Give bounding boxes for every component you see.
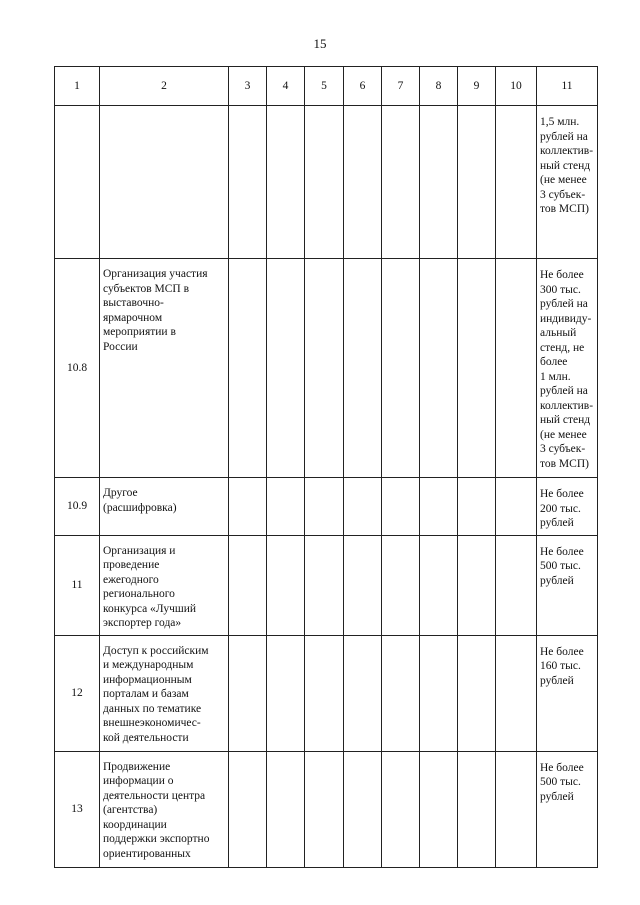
empty-cell-col-5 xyxy=(305,751,344,867)
funding-limit-line: 1 млн. xyxy=(540,370,571,383)
activity-name-line: (расшифровка) xyxy=(103,501,177,514)
row-activity-name xyxy=(100,535,229,635)
empty-cell-col-7 xyxy=(382,259,420,478)
empty-cell-col-3 xyxy=(229,535,267,635)
empty-cell-col-5 xyxy=(305,635,344,751)
column-header: 8 xyxy=(420,67,458,106)
table-row xyxy=(55,751,598,867)
funding-limit-line: рублей на xyxy=(540,130,588,143)
empty-cell-col-8 xyxy=(420,535,458,635)
empty-cell-col-3 xyxy=(229,751,267,867)
funding-limit-line: (не менее xyxy=(540,428,587,441)
funding-limit-line: Не более xyxy=(540,645,584,658)
activity-name-line: экспортер года» xyxy=(103,617,182,629)
empty-cell-col-5 xyxy=(305,106,344,259)
activity-name-line: порталам и базам xyxy=(103,688,189,700)
funding-limit-line: 160 тыс. xyxy=(540,660,581,672)
empty-cell-col-3 xyxy=(229,635,267,751)
row-funding-limit xyxy=(537,535,598,635)
funding-limit-line: рублей xyxy=(540,517,574,529)
empty-cell-col-4 xyxy=(267,106,305,259)
column-header: 1 xyxy=(55,67,100,106)
funding-limit-line: (не менее xyxy=(540,174,587,186)
row-activity-name xyxy=(100,259,229,478)
activity-name-line: ярмарочном xyxy=(103,311,163,324)
activity-name-line: России xyxy=(103,340,138,353)
funding-limit-line: 500 тыс. xyxy=(540,776,581,788)
activity-name-line: Продвижение xyxy=(103,760,171,773)
activity-name-line: Организация участия xyxy=(103,268,208,280)
activity-name-line: информационным xyxy=(103,673,192,686)
funding-limit-line: ный стенд xyxy=(540,414,591,426)
funding-limit-line: рублей xyxy=(540,674,574,687)
activity-name-line: мероприятии в xyxy=(103,326,176,338)
empty-cell-col-6 xyxy=(344,106,382,259)
funding-limit-line: Не более xyxy=(540,545,584,558)
funding-limit-line: коллектив- xyxy=(540,145,594,157)
empty-cell-col-4 xyxy=(267,535,305,635)
empty-cell-col-8 xyxy=(420,259,458,478)
table-row xyxy=(55,478,598,536)
empty-cell-col-10 xyxy=(496,478,537,536)
funding-limit-line: Не более xyxy=(540,488,584,500)
row-funding-limit xyxy=(537,478,598,536)
activity-name-line: поддержки экспортно xyxy=(103,833,210,845)
funding-limit-line: 500 тыс. xyxy=(540,560,581,572)
budget-table xyxy=(54,66,598,868)
row-activity-name xyxy=(100,106,229,259)
funding-limit-line: индивиду- xyxy=(540,312,592,325)
funding-limit-line: более xyxy=(540,356,568,368)
empty-cell-col-6 xyxy=(344,478,382,536)
empty-cell-col-8 xyxy=(420,751,458,867)
funding-limit-line: рублей на xyxy=(540,298,588,310)
empty-cell-col-10 xyxy=(496,635,537,751)
funding-limit-line: стенд, не xyxy=(540,341,585,354)
activity-name-line: выставочно- xyxy=(103,297,164,309)
row-number: 13 xyxy=(55,751,100,867)
activity-name-line: кой деятельности xyxy=(103,731,189,744)
activity-name-line: Доступ к российским xyxy=(103,644,209,657)
funding-limit-line: Не более xyxy=(540,761,584,774)
empty-cell-col-5 xyxy=(305,478,344,536)
table-row xyxy=(55,635,598,751)
empty-cell-col-7 xyxy=(382,635,420,751)
funding-limit-line: рублей xyxy=(540,790,574,803)
activity-name-line: Организация и xyxy=(103,544,176,557)
funding-limit-line: тов МСП) xyxy=(540,203,589,215)
activity-name-line: координации xyxy=(103,818,167,831)
table-row xyxy=(55,106,598,259)
empty-cell-col-9 xyxy=(458,535,496,635)
empty-cell-col-5 xyxy=(305,535,344,635)
empty-cell-col-9 xyxy=(458,106,496,259)
column-header: 6 xyxy=(344,67,382,106)
activity-name-line: Другое xyxy=(103,487,138,499)
column-header: 7 xyxy=(382,67,420,106)
empty-cell-col-4 xyxy=(267,478,305,536)
empty-cell-col-6 xyxy=(344,751,382,867)
empty-cell-col-6 xyxy=(344,635,382,751)
column-header: 4 xyxy=(267,67,305,106)
activity-name-line: ориентированных xyxy=(103,847,191,860)
column-header: 3 xyxy=(229,67,267,106)
empty-cell-col-9 xyxy=(458,635,496,751)
activity-name-line: ежегодного xyxy=(103,573,159,586)
funding-limit-line: 3 субъек- xyxy=(540,188,586,201)
column-header: 11 xyxy=(537,67,598,106)
empty-cell-col-4 xyxy=(267,635,305,751)
funding-limit-line: 3 субъек- xyxy=(540,443,586,455)
column-header: 9 xyxy=(458,67,496,106)
row-activity-name xyxy=(100,751,229,867)
empty-cell-col-6 xyxy=(344,535,382,635)
empty-cell-col-10 xyxy=(496,106,537,259)
row-number: 11 xyxy=(55,535,100,635)
activity-name-line: внешнеэкономичес- xyxy=(103,717,201,729)
empty-cell-col-9 xyxy=(458,478,496,536)
empty-cell-col-3 xyxy=(229,106,267,259)
activity-name-line: регионального xyxy=(103,588,175,600)
empty-cell-col-9 xyxy=(458,259,496,478)
row-funding-limit xyxy=(537,259,598,478)
funding-limit-line: 200 тыс. xyxy=(540,502,581,515)
empty-cell-col-9 xyxy=(458,751,496,867)
column-header: 5 xyxy=(305,67,344,106)
page-number: 15 xyxy=(313,36,327,51)
funding-limit-line: тов МСП) xyxy=(540,457,589,470)
funding-limit-line: Не более xyxy=(540,269,584,281)
row-activity-name xyxy=(100,635,229,751)
empty-cell-col-7 xyxy=(382,535,420,635)
empty-cell-col-7 xyxy=(382,751,420,867)
row-activity-name xyxy=(100,478,229,536)
activity-name-line: (агентства) xyxy=(103,804,158,816)
row-funding-limit xyxy=(537,635,598,751)
empty-cell-col-7 xyxy=(382,106,420,259)
row-funding-limit xyxy=(537,106,598,259)
activity-name-line: субъектов МСП в xyxy=(103,282,190,295)
funding-limit-line: 300 тыс. xyxy=(540,283,581,296)
empty-cell-col-10 xyxy=(496,259,537,478)
table-row xyxy=(55,259,598,478)
activity-name-line: конкурса «Лучший xyxy=(103,602,197,615)
column-header: 2 xyxy=(100,67,229,106)
activity-name-line: данных по тематике xyxy=(103,702,202,715)
funding-limit-line: альный xyxy=(540,327,577,339)
activity-name-line: и международным xyxy=(103,659,194,671)
activity-name-line: проведение xyxy=(103,559,160,571)
empty-cell-col-8 xyxy=(420,106,458,259)
row-funding-limit xyxy=(537,751,598,867)
row-number: 10.8 xyxy=(55,259,100,478)
activity-name-line: деятельности центра xyxy=(103,789,206,802)
empty-cell-col-4 xyxy=(267,751,305,867)
funding-limit-line: рублей xyxy=(540,574,574,587)
empty-cell-col-8 xyxy=(420,478,458,536)
table-header-row xyxy=(55,67,598,106)
row-number xyxy=(55,106,100,259)
funding-limit-line: ный стенд xyxy=(540,159,591,172)
funding-limit-line: 1,5 млн. xyxy=(540,116,580,128)
table-row xyxy=(55,535,598,635)
empty-cell-col-10 xyxy=(496,751,537,867)
row-number: 12 xyxy=(55,635,100,751)
empty-cell-col-3 xyxy=(229,478,267,536)
empty-cell-col-6 xyxy=(344,259,382,478)
empty-cell-col-7 xyxy=(382,478,420,536)
empty-cell-col-10 xyxy=(496,535,537,635)
empty-cell-col-5 xyxy=(305,259,344,478)
funding-limit-line: коллектив- xyxy=(540,399,594,412)
empty-cell-col-4 xyxy=(267,259,305,478)
row-number: 10.9 xyxy=(55,478,100,536)
column-header: 10 xyxy=(496,67,537,106)
empty-cell-col-3 xyxy=(229,259,267,478)
funding-limit-line: рублей на xyxy=(540,385,588,397)
activity-name-line: информации о xyxy=(103,775,174,787)
empty-cell-col-8 xyxy=(420,635,458,751)
